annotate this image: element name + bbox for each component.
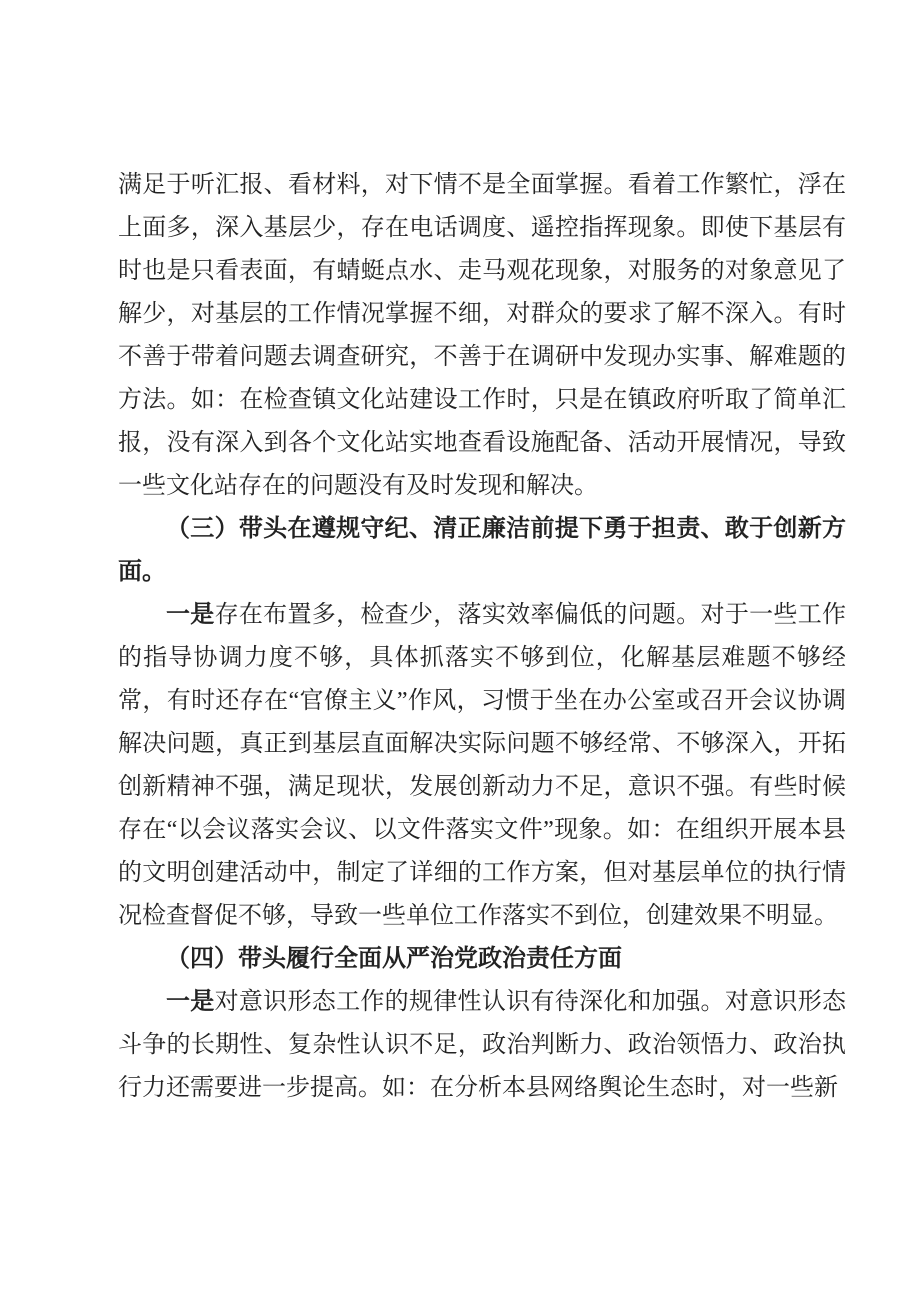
- paragraph-continuation: 满足于听汇报、看材料，对下情不是全面掌握。看着工作繁忙，浮在上面多，深入基层少，存在电话调度、遥控指挥现象。即使下基层有时也是只看表面，有蜻蜓点水、走马观花现象，对服务的对象意见了解少，对基层的工作情况掌握不细，对群众的要求了解不深入。有时不善于带着问题去调查研究，不善于在调研中发现办实事、解难题的方法。如：在检查镇文化站建设工作时，只是在镇政府听取了简单汇报，没有深入到各个文化站实地查看设施配备、活动开展情况，导致一些文化站存在的问题没有及时发现和解决。: [118, 172, 846, 499]
- paragraph-section-4-item-1: [118, 981, 846, 1110]
- paragraph-body-text: 存在布置多，检查少，落实效率偏低的问题。对于一些工作的指导协调力度不够，具体抓落实不够到位，化解基层难题不够经常，有时还存在“官僚主义”作风，习惯于坐在办公室或召开会议协调解决问题，真正到基层直面解决实际问题不够经常、不够深入，开拓创新精神不强，满足现状，发展创新动力不足，意识不强。有些时候存在“以会议落实会议、以文件落实文件”现象。如：在组织开展本县的文明创建活动中，制定了详细的工作方案，但对基层单位的执行情况检查督促不够，导致一些单位工作落实不到位，创建效果不明显。: [118, 602, 846, 929]
- document-text-block: [118, 164, 846, 1110]
- paragraph-lead-bold: 一是: [166, 602, 215, 628]
- section-heading-3: （三）带头在遵规守纪、清正廉洁前提下勇于担责、敢于创新方面。: [118, 516, 846, 585]
- paragraph-section-3-item-1: [118, 594, 846, 938]
- paragraph-lead-bold: 一是: [166, 989, 215, 1015]
- paragraph-body-text: 对意识形态工作的规律性认识有待深化和加强。对意识形态斗争的长期性、复杂性认识不足，政治判断力、政治领悟力、政治执行力还需要进一步提高。如：在分析本县网络舆论生态时，对一些新: [118, 989, 846, 1101]
- section-heading-4: （四）带头履行全面从严治党政治责任方面: [166, 946, 622, 972]
